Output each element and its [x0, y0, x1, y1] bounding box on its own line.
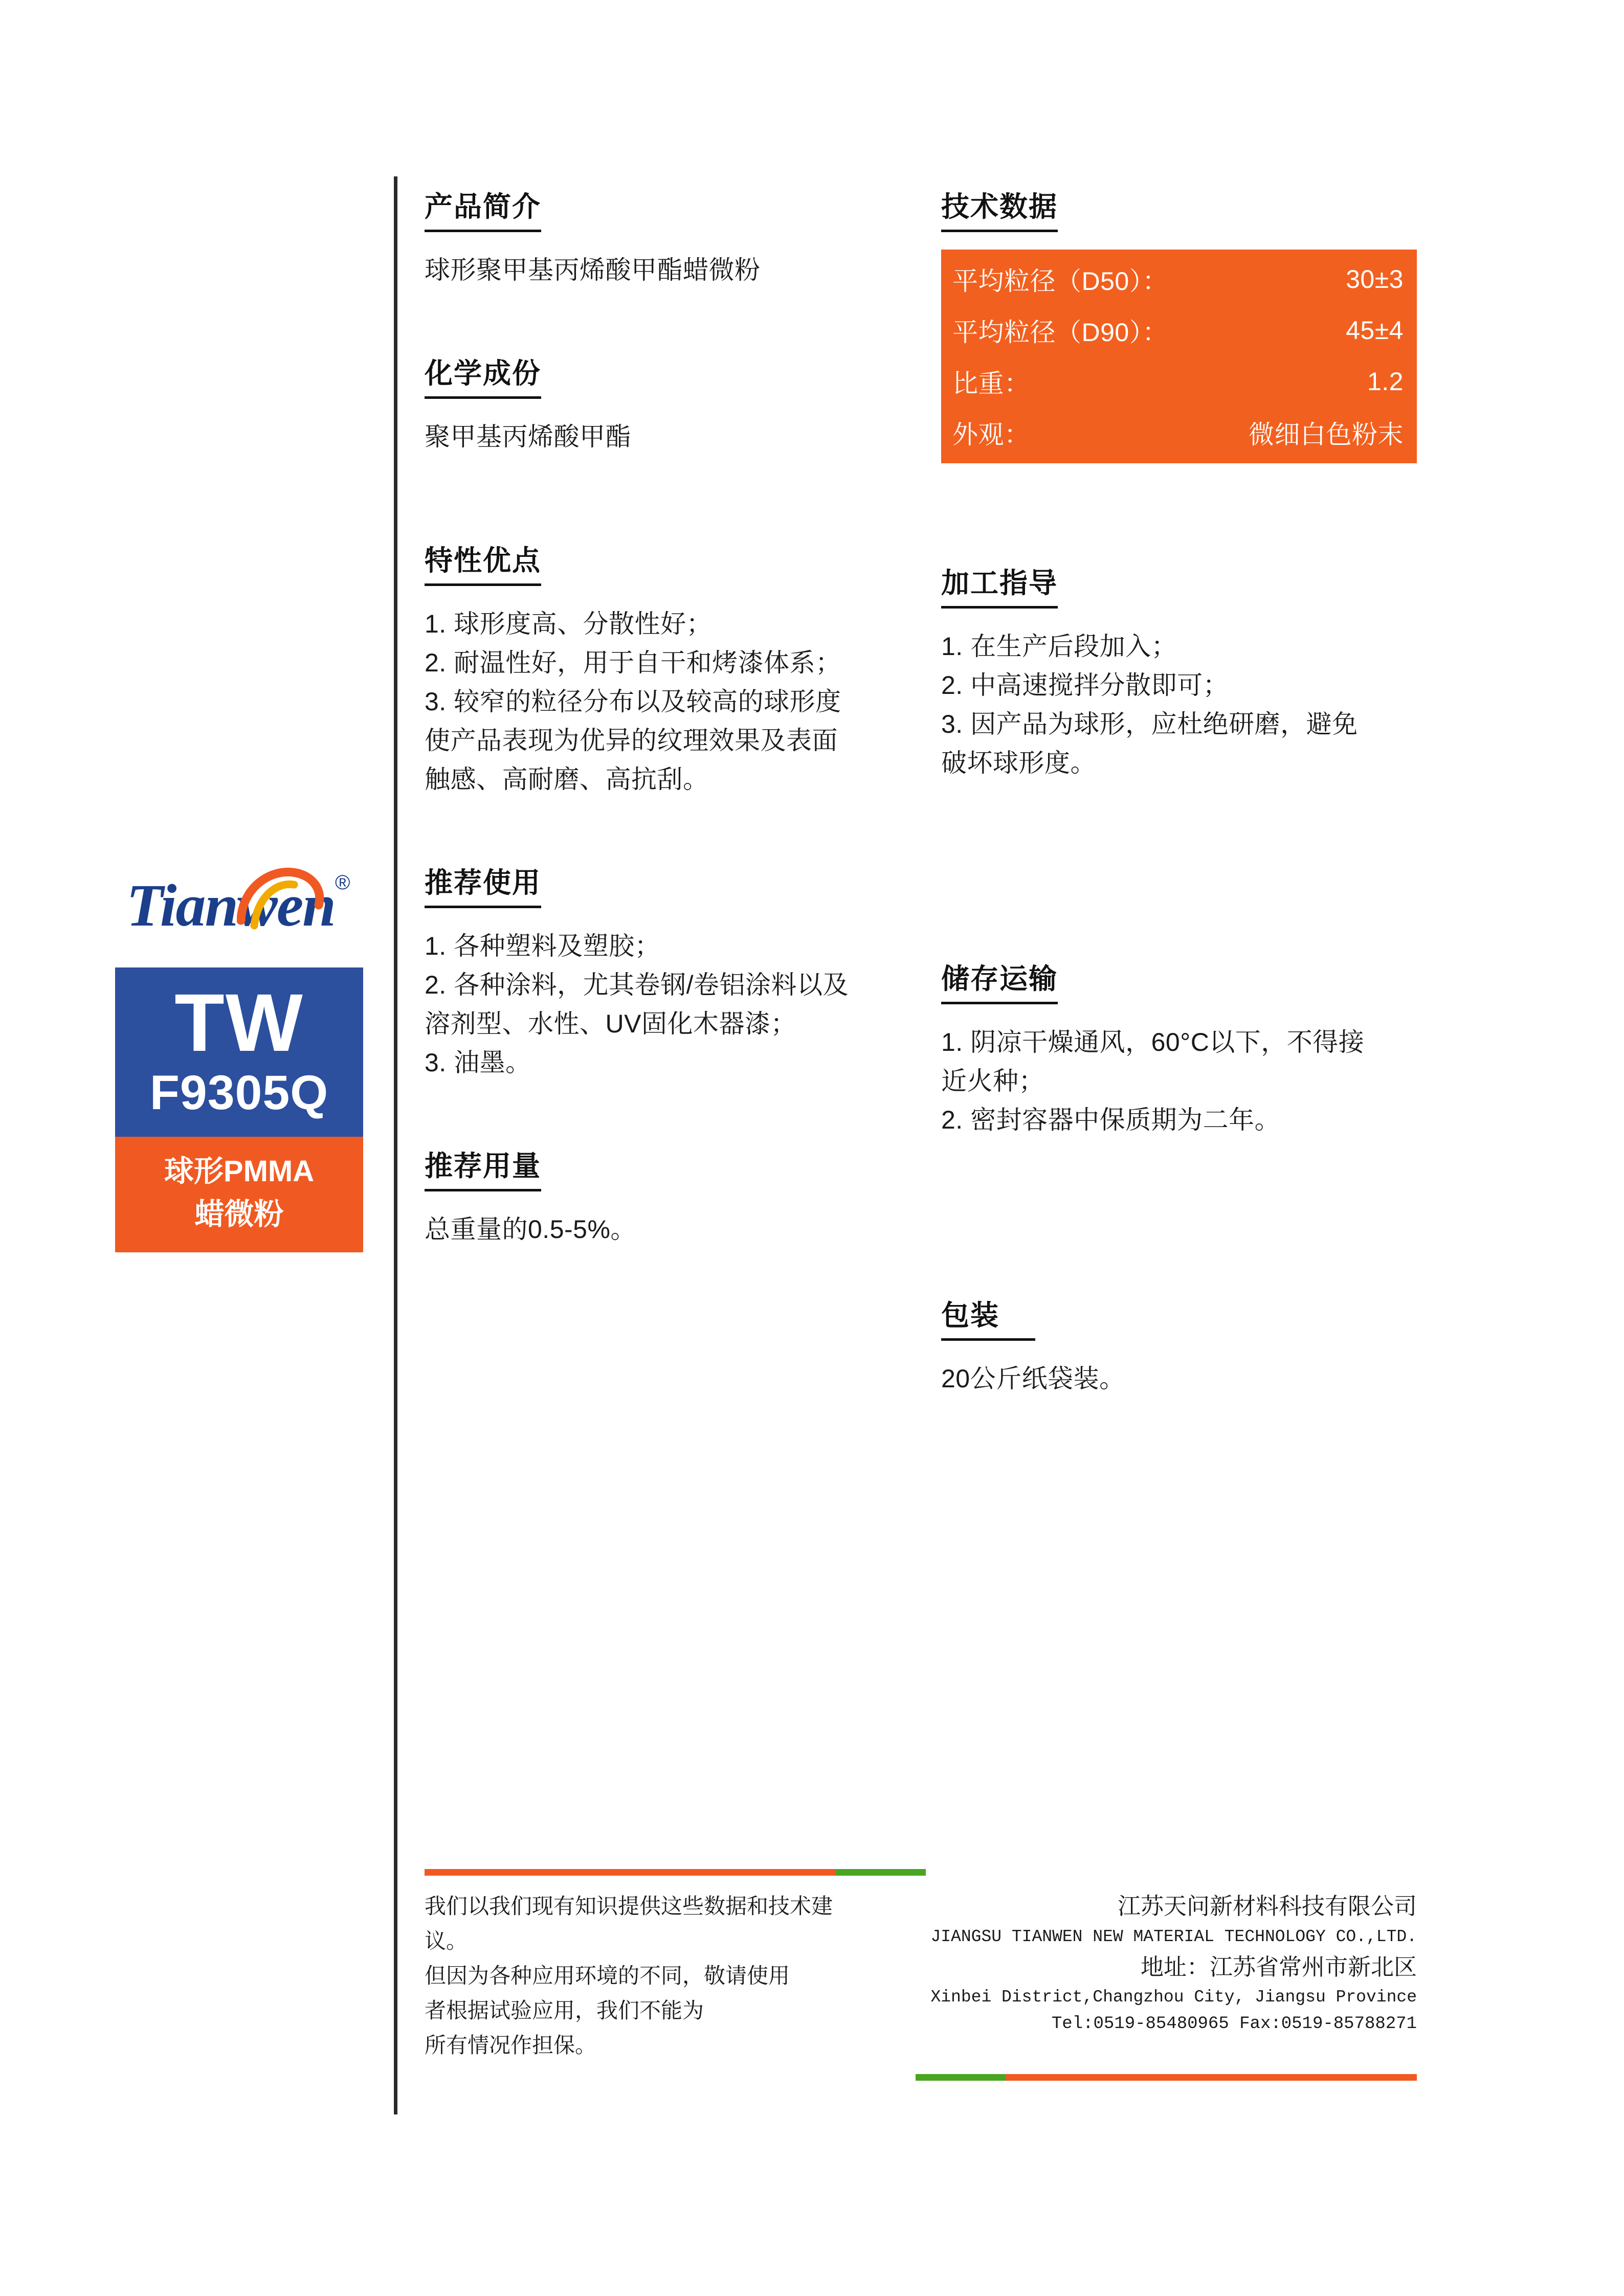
tech-row-key: 平均粒径（D50）： — [952, 267, 1168, 296]
section-dosage-line: 总重量的0.5-5%。 — [425, 1215, 636, 1244]
badge-subtitle-line2: 蜡微粉 — [194, 1198, 284, 1231]
table-row — [941, 254, 1417, 305]
section-processing-line: 3. 因产品为球形，应杜绝研磨，避免 — [941, 710, 1358, 738]
table-row — [941, 305, 1417, 356]
footer-company-info — [875, 1889, 1417, 2063]
section-composition — [425, 351, 900, 456]
section-features-line: 2. 耐温性好，用于自干和烤漆体系； — [425, 648, 841, 677]
table-row — [941, 407, 1417, 458]
badge-lower — [115, 1137, 363, 1252]
table-row — [941, 356, 1417, 407]
footer-disclaimer — [425, 1889, 875, 2063]
footer-disclaimer-line: 者根据试验应用，我们不能为 — [425, 1998, 704, 2023]
section-packaging — [941, 1293, 1417, 1398]
section-dosage — [425, 1143, 900, 1249]
section-packaging-line: 20公斤纸袋装。 — [941, 1364, 1125, 1393]
section-storage-line: 2. 密封容器中保质期为二年。 — [941, 1106, 1281, 1134]
section-features-line: 3. 较窄的粒径分布以及较高的球形度 — [425, 687, 841, 716]
section-tech-data-title: 技术数据 — [941, 184, 1058, 232]
company-name-en: JIANGSU TIANWEN NEW MATERIAL TECHNOLOGY CO.,LTD. — [930, 1927, 1417, 1946]
section-intro — [425, 184, 900, 289]
section-intro-title: 产品简介 — [425, 184, 541, 232]
company-name-cn: 江苏天问新材料科技有限公司 — [1117, 1893, 1417, 1919]
company-contact: Tel:0519-85480965 Fax:0519-85788271 — [1051, 2014, 1417, 2034]
section-features — [425, 538, 900, 799]
section-composition-line: 聚甲基丙烯酸甲酯 — [425, 422, 631, 451]
footer-rule-top — [425, 1869, 926, 1876]
section-composition-title: 化学成份 — [425, 351, 541, 399]
product-badge — [115, 967, 363, 1252]
section-recommended-use — [425, 860, 900, 1082]
section-recommended-use-line: 溶剂型、水性、UV固化木器漆； — [425, 1009, 796, 1038]
section-storage — [941, 956, 1417, 1139]
page-vertical-divider — [394, 176, 397, 2114]
section-processing-line: 破坏球形度。 — [941, 749, 1096, 777]
tech-row-key: 平均粒径（D90）： — [952, 318, 1168, 347]
tech-row-key: 外观： — [952, 420, 1030, 449]
section-packaging-title: 包装 — [941, 1293, 1035, 1341]
section-intro-line: 球形聚甲基丙烯酸甲酯蜡微粉 — [425, 256, 761, 284]
tech-data-table — [941, 250, 1417, 463]
tech-row-value: 微细白色粉末 — [1249, 420, 1404, 449]
right-column — [941, 184, 1417, 1398]
section-processing-line: 2. 中高速搅拌分散即可； — [941, 671, 1229, 700]
footer-disclaimer-line: 所有情况作担保。 — [425, 2033, 597, 2058]
swoosh-icon — [237, 864, 329, 932]
page-footer — [425, 1869, 1417, 2081]
section-recommended-use-line: 1. 各种塑料及塑胶； — [425, 932, 661, 960]
section-features-line: 使产品表现为优异的纹理效果及表面 — [425, 726, 838, 755]
section-features-title: 特性优点 — [425, 538, 541, 586]
tech-row-value: 30±3 — [1346, 265, 1404, 294]
footer-rule-bottom — [916, 2074, 1417, 2081]
section-dosage-title: 推荐用量 — [425, 1143, 541, 1191]
section-recommended-use-line: 3. 油墨。 — [425, 1048, 531, 1077]
badge-upper — [115, 967, 363, 1137]
brand-wordmark: Tianwen — [126, 872, 335, 939]
section-processing — [941, 560, 1417, 782]
left-column — [425, 184, 900, 1398]
section-recommended-use-line: 2. 各种涂料，尤其卷钢/卷铝涂料以及 — [425, 971, 849, 999]
section-recommended-use-title: 推荐使用 — [425, 860, 541, 908]
footer-disclaimer-line: 我们以我们现有知识提供这些数据和技术建议。 — [425, 1894, 833, 1953]
tech-row-value: 45±4 — [1346, 316, 1404, 345]
section-storage-line: 1. 阴凉干燥通风，60°C以下，不得接 — [941, 1028, 1365, 1056]
section-processing-line: 1. 在生产后段加入； — [941, 632, 1177, 661]
datasheet-content — [425, 184, 1417, 1398]
company-address-cn: 地址：江苏省常州市新北区 — [1140, 1953, 1417, 1980]
section-tech-data — [941, 184, 1417, 463]
product-logo-block — [115, 864, 363, 1252]
section-storage-line: 近火种； — [941, 1067, 1044, 1095]
section-processing-title: 加工指导 — [941, 560, 1058, 609]
footer-disclaimer-line: 但因为各种应用环境的不同，敬请使用 — [425, 1964, 790, 1988]
badge-product-code: F9305Q — [149, 1065, 329, 1120]
brand-logo — [115, 864, 363, 956]
section-features-line: 1. 球形度高、分散性好； — [425, 610, 713, 638]
registered-trademark-icon: ® — [335, 871, 350, 894]
tech-row-key: 比重： — [952, 369, 1030, 398]
tech-row-value: 1.2 — [1367, 367, 1404, 396]
company-address-en: Xinbei District,Changzhou City, Jiangsu Province — [930, 1988, 1417, 2007]
badge-subtitle-line1: 球形PMMA — [164, 1155, 315, 1188]
badge-brand-code: TW — [174, 977, 304, 1068]
section-features-line: 触感、高耐磨、高抗刮。 — [425, 765, 709, 794]
section-storage-title: 储存运输 — [941, 956, 1058, 1004]
